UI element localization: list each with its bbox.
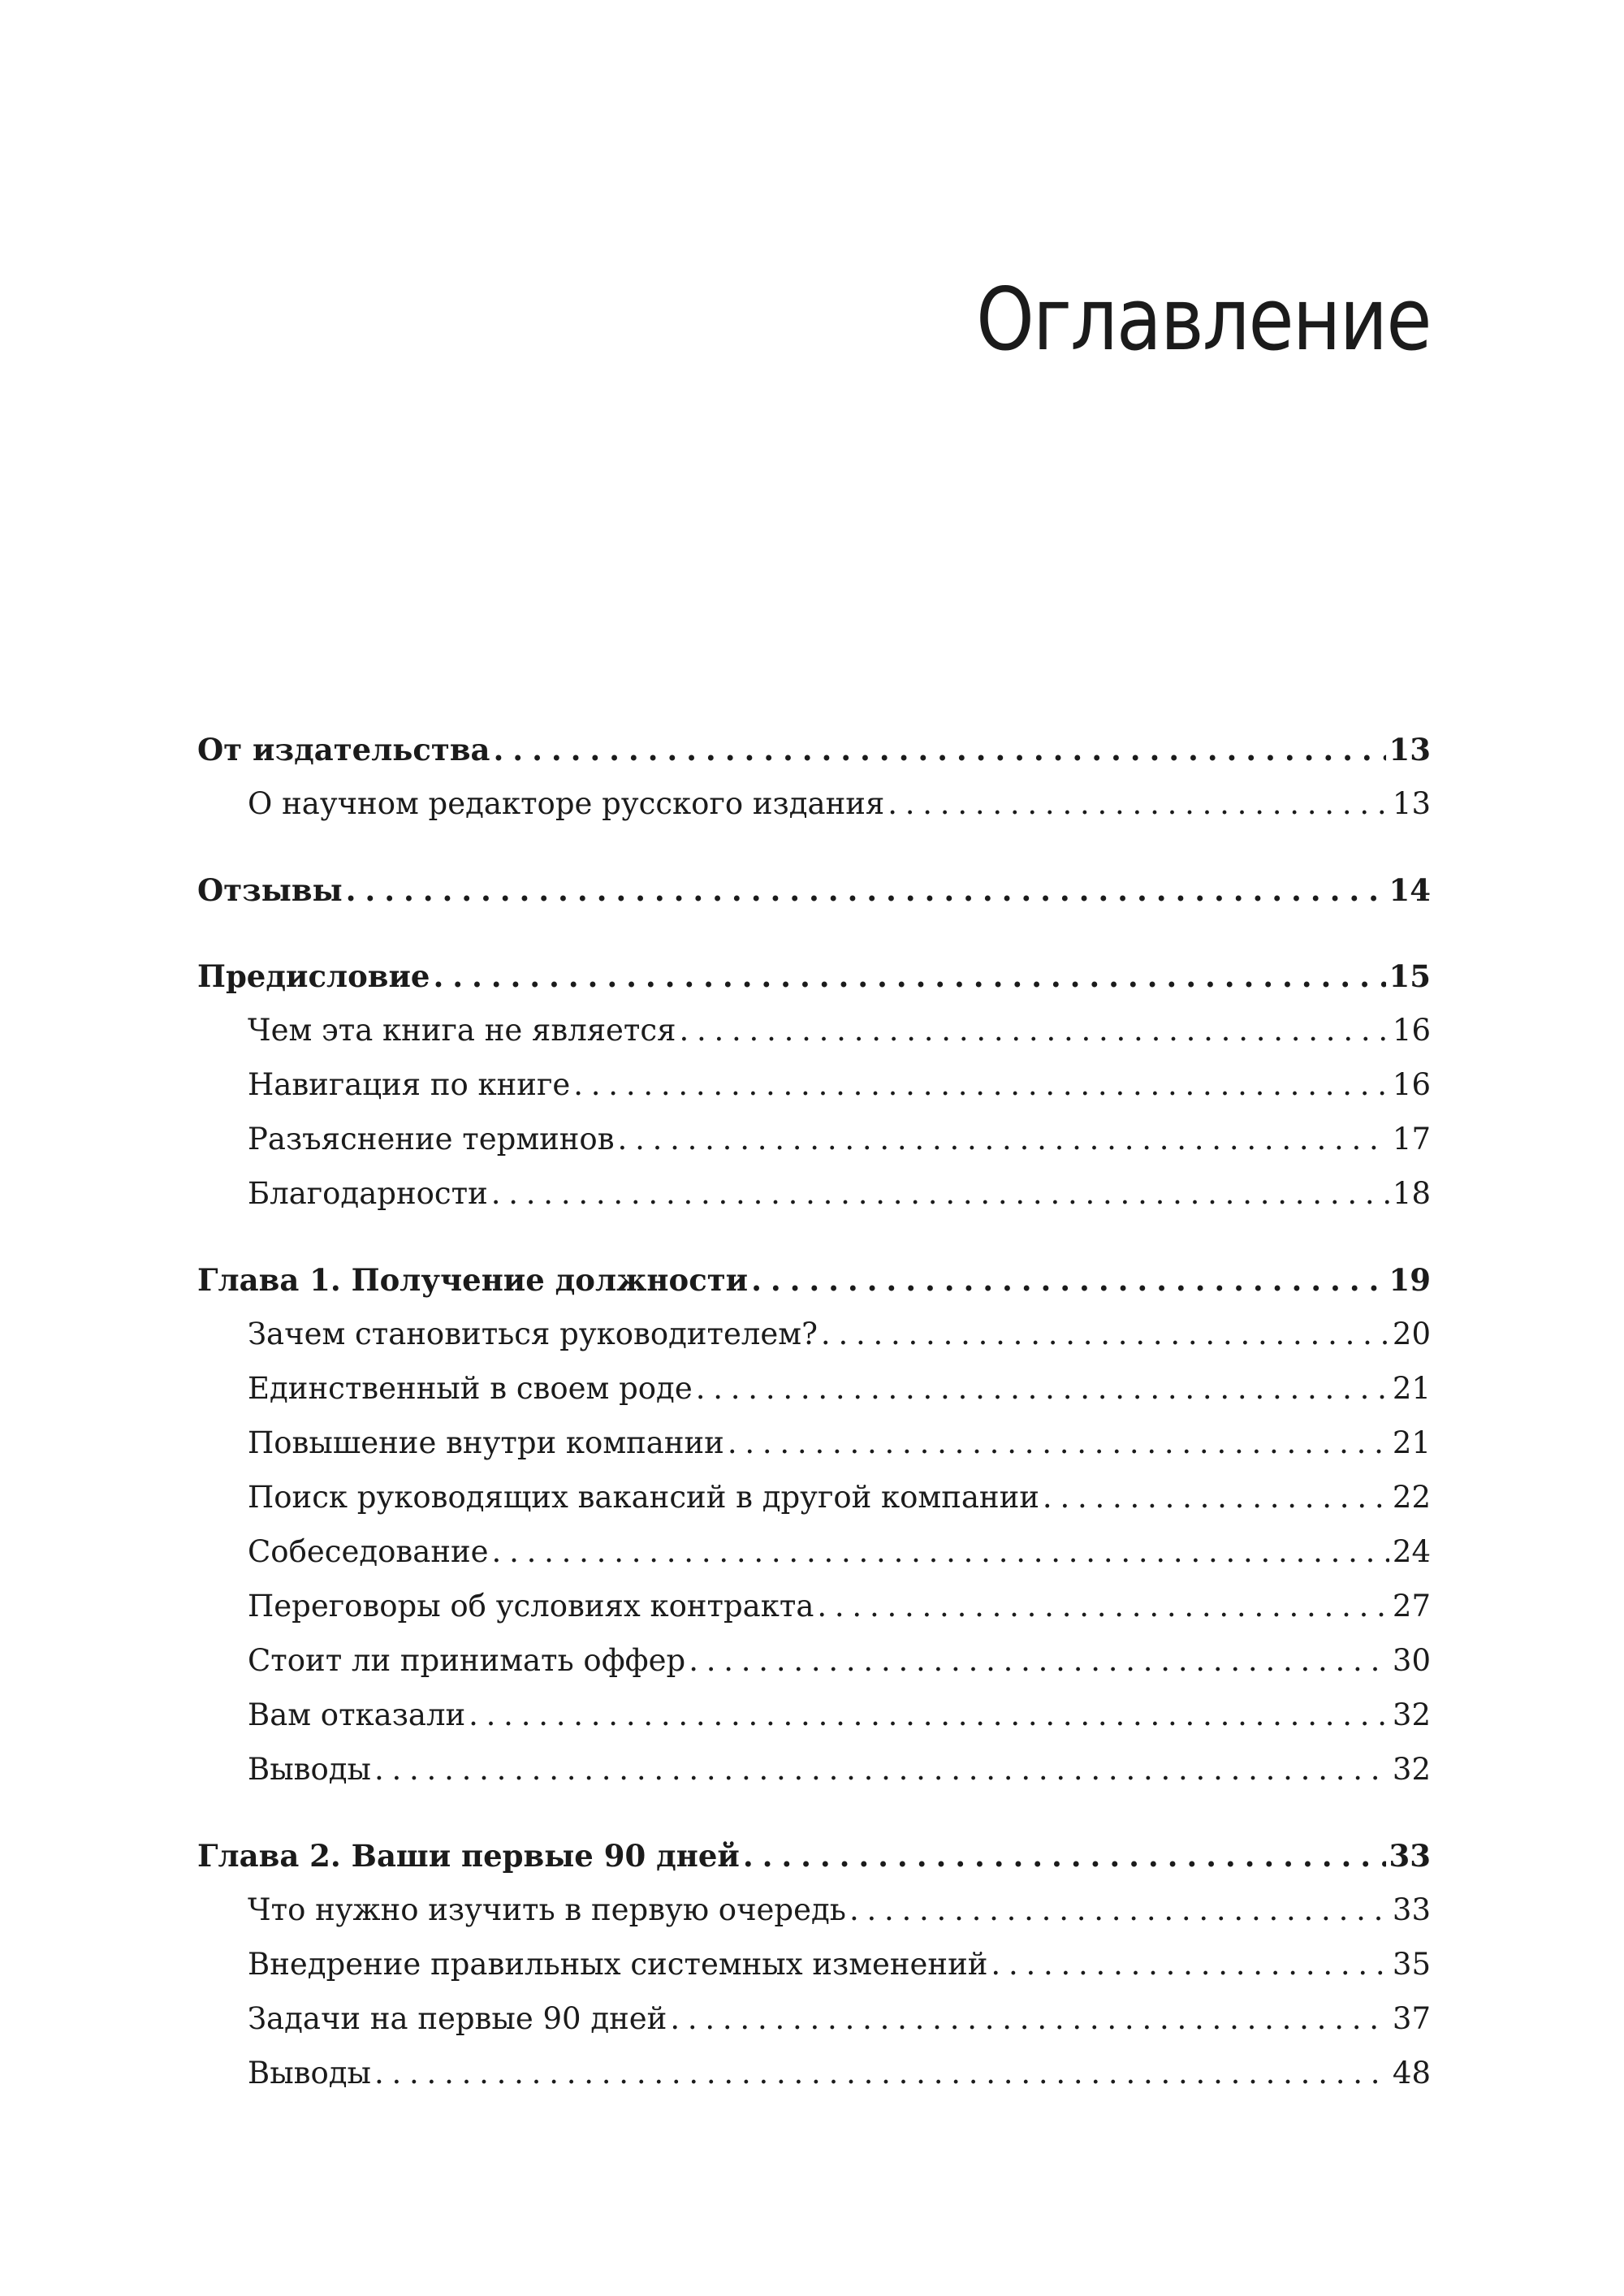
toc-subsection-title: Выводы bbox=[248, 1752, 371, 1787]
dot-leader bbox=[696, 1371, 1389, 1406]
toc-subsection-entry[interactable] bbox=[197, 1947, 1431, 2001]
toc-subsection-entry[interactable] bbox=[197, 1425, 1431, 1480]
toc-page-number: 32 bbox=[1392, 1697, 1431, 1732]
toc-page-number: 20 bbox=[1392, 1317, 1431, 1351]
toc-subsection-title: О научном редакторе русского издания bbox=[248, 786, 885, 821]
toc-section bbox=[197, 732, 1431, 841]
toc-section bbox=[197, 872, 1431, 927]
toc-chapter-entry[interactable] bbox=[197, 1262, 1431, 1317]
dot-leader bbox=[573, 1067, 1389, 1102]
dot-leader bbox=[821, 1317, 1389, 1351]
toc-subsection-title: Внедрение правильных системных изменений bbox=[248, 1947, 988, 1982]
dot-leader bbox=[618, 1122, 1389, 1157]
toc-subsection-entry[interactable] bbox=[197, 1534, 1431, 1589]
toc-page-number: 24 bbox=[1392, 1534, 1431, 1569]
toc-page-number: 16 bbox=[1392, 1067, 1431, 1102]
toc-page-number: 30 bbox=[1392, 1643, 1431, 1678]
toc-subsection-entry[interactable] bbox=[197, 1752, 1431, 1806]
toc-page-number: 15 bbox=[1389, 958, 1431, 994]
dot-leader bbox=[679, 1013, 1389, 1048]
toc-page-number: 35 bbox=[1392, 1947, 1431, 1982]
toc-subsection-entry[interactable] bbox=[197, 1013, 1431, 1067]
toc-page-number: 16 bbox=[1392, 1013, 1431, 1048]
toc-subsection-title: Поиск руководящих вакансий в другой компании bbox=[248, 1480, 1039, 1515]
dot-leader bbox=[491, 1176, 1389, 1211]
toc-subsection-title: Благодарности bbox=[248, 1176, 488, 1211]
dot-leader bbox=[469, 1697, 1389, 1732]
toc-page-number: 21 bbox=[1392, 1371, 1431, 1406]
toc-chapter-entry[interactable] bbox=[197, 1838, 1431, 1892]
dot-leader bbox=[849, 1892, 1389, 1927]
toc-subsection-title: Единственный в своем роде bbox=[248, 1371, 693, 1406]
toc-section bbox=[197, 1838, 1431, 2110]
toc-page-number: 18 bbox=[1392, 1176, 1431, 1211]
toc-subsection-entry[interactable] bbox=[197, 1697, 1431, 1752]
toc-chapter-entry[interactable] bbox=[197, 958, 1431, 1013]
toc-chapter-title: Отзывы bbox=[197, 872, 343, 908]
toc-subsection-entry[interactable] bbox=[197, 786, 1431, 841]
dot-leader bbox=[817, 1589, 1389, 1624]
dot-leader bbox=[888, 786, 1389, 821]
toc-subsection-title: Вам отказали bbox=[248, 1697, 466, 1732]
toc-subsection-entry[interactable] bbox=[197, 1589, 1431, 1643]
toc-chapter-entry[interactable] bbox=[197, 732, 1431, 786]
dot-leader bbox=[743, 1838, 1386, 1874]
toc-page-number: 22 bbox=[1392, 1480, 1431, 1515]
toc-page-number: 19 bbox=[1389, 1262, 1431, 1298]
dot-leader bbox=[728, 1425, 1389, 1460]
toc-subsection-title: Повышение внутри компании bbox=[248, 1425, 724, 1460]
dot-leader bbox=[670, 2001, 1389, 2036]
dot-leader bbox=[374, 1752, 1389, 1787]
dot-leader bbox=[689, 1643, 1389, 1678]
dot-leader bbox=[1043, 1480, 1389, 1515]
toc-chapter-title: Предисловие bbox=[197, 958, 430, 994]
toc-page-number: 14 bbox=[1389, 872, 1431, 908]
toc-subsection-title: Навигация по книге bbox=[248, 1067, 571, 1102]
toc-chapter-title: От издательства bbox=[197, 732, 490, 767]
toc-subsection-entry[interactable] bbox=[197, 1176, 1431, 1230]
toc-chapter-title: Глава 1. Получение должности bbox=[197, 1262, 749, 1298]
toc-subsection-title: Переговоры об условиях контракта bbox=[248, 1589, 814, 1624]
toc-subsection-title: Стоит ли принимать оффер bbox=[248, 1643, 686, 1678]
toc-page-number: 17 bbox=[1392, 1122, 1431, 1157]
toc-subsection-title: Разъяснение терминов bbox=[248, 1122, 615, 1157]
toc-page-number: 13 bbox=[1389, 732, 1431, 767]
toc-subsection-entry[interactable] bbox=[197, 1480, 1431, 1534]
dot-leader bbox=[374, 2056, 1389, 2091]
page-title: Оглавление bbox=[976, 270, 1431, 370]
toc-subsection-title: Выводы bbox=[248, 2056, 371, 2091]
toc-subsection-title: Что нужно изучить в первую очередь bbox=[248, 1892, 846, 1927]
toc-page-number: 33 bbox=[1392, 1892, 1431, 1927]
toc-page-number: 27 bbox=[1392, 1589, 1431, 1624]
toc-subsection-entry[interactable] bbox=[197, 2056, 1431, 2110]
toc-page-number: 32 bbox=[1392, 1752, 1431, 1787]
dot-leader bbox=[433, 958, 1385, 994]
dot-leader bbox=[751, 1262, 1385, 1298]
toc-page-number: 13 bbox=[1392, 786, 1431, 821]
toc-chapter-entry[interactable] bbox=[197, 872, 1431, 927]
dot-leader bbox=[492, 1534, 1389, 1569]
toc-subsection-entry[interactable] bbox=[197, 1371, 1431, 1425]
toc-page-number: 21 bbox=[1392, 1425, 1431, 1460]
toc-page-number: 33 bbox=[1389, 1838, 1431, 1874]
toc-subsection-title: Зачем становиться руководителем? bbox=[248, 1317, 818, 1351]
toc-page-number: 37 bbox=[1392, 2001, 1431, 2036]
toc-section bbox=[197, 958, 1431, 1230]
toc-chapter-title: Глава 2. Ваши первые 90 дней bbox=[197, 1838, 740, 1874]
toc-subsection-title: Чем эта книга не является bbox=[248, 1013, 676, 1048]
toc-subsection-entry[interactable] bbox=[197, 1317, 1431, 1371]
toc-page-number: 48 bbox=[1392, 2056, 1431, 2091]
toc-subsection-entry[interactable] bbox=[197, 1892, 1431, 1947]
dot-leader bbox=[494, 732, 1386, 767]
table-of-contents bbox=[197, 732, 1431, 2142]
toc-subsection-entry[interactable] bbox=[197, 1643, 1431, 1697]
dot-leader bbox=[346, 872, 1386, 908]
toc-subsection-title: Задачи на первые 90 дней bbox=[248, 2001, 667, 2036]
toc-subsection-entry[interactable] bbox=[197, 2001, 1431, 2056]
toc-subsection-title: Собеседование bbox=[248, 1534, 489, 1569]
toc-subsection-entry[interactable] bbox=[197, 1067, 1431, 1122]
toc-subsection-entry[interactable] bbox=[197, 1122, 1431, 1176]
dot-leader bbox=[991, 1947, 1389, 1982]
toc-section bbox=[197, 1262, 1431, 1806]
